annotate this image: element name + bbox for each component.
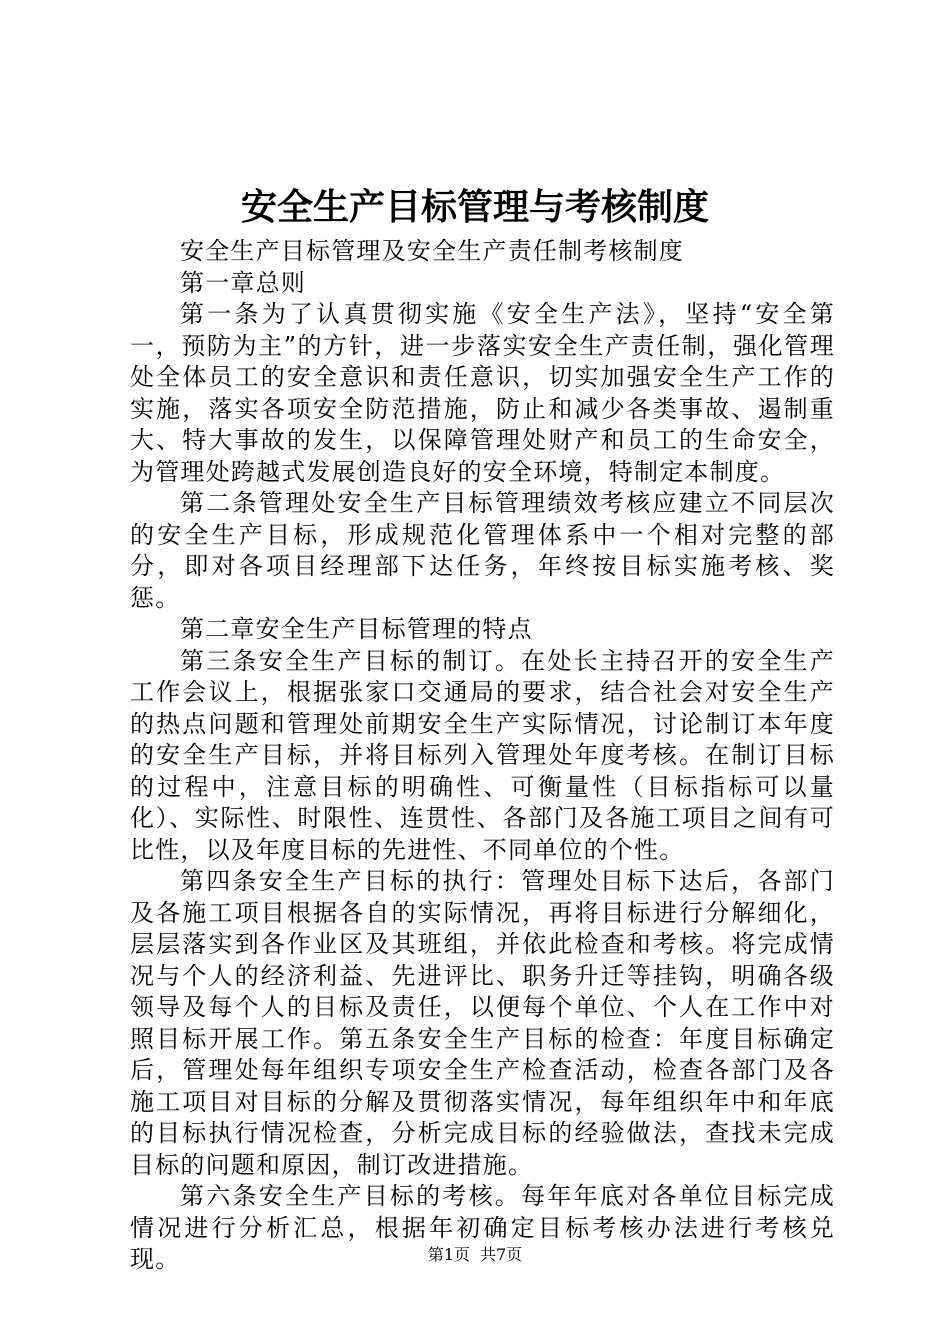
paragraph-subtitle: 安全生产目标管理及安全生产责任制考核制度 bbox=[180, 237, 684, 265]
paragraph-article-4-5: 第四条安全生产目标的执行：管理处目标下达后，各部门及各施工项目根据各自的实际情况，再将目标进行分解细化，层层落实到各作业区及其班组，并依此检查和考核。将完成情况与个人的经济利益、先进评比、职务升迁等挂钩，明确各级领导及每个人的目标及责任，以便每个单位、个人在工作中对照目标开展工作。第五条安全生产目标的检查：年度目标确定后，管理处每年组织专项安全生产检查活动，检查各部门及各施工项目对目标的分解及贯彻落实情况，每年组织年中和年底的目标执行情况检查，分析完成目标的经验做法，查找未完成目标的问题和原因，制订改进措施。 bbox=[130, 867, 835, 1179]
paragraph-article-6: 第六条安全生产目标的考核。每年年底对各单位目标完成情况进行分析汇总，根据年初确定目标考核办法进行考核兑现。 bbox=[130, 1182, 835, 1273]
document-title: 安全生产目标管理与考核制度 bbox=[240, 186, 709, 228]
paragraph-chapter-2: 第二章安全生产目标管理的特点 bbox=[180, 615, 533, 643]
paragraph-article-3: 第三条安全生产目标的制订。在处长主持召开的安全生产工作会议上，根据张家口交通局的要求，结合社会对安全生产的热点问题和管理处前期安全生产实际情况，讨论制订本年度的安全生产目标，并将目标列入管理处年度考核。在制订目标的过程中，注意目标的明确性、可衡量性（目标指标可以量化）、实际性、时限性、连贯性、各部门及各施工项目之间有可比性，以及年度目标的先进性、不同单位的个性。 bbox=[130, 646, 835, 864]
paragraph-article-1: 第一条为了认真贯彻实施《安全生产法》，坚持“安全第一，预防为主”的方针，进一步落实安全生产责任制，强化管理处全体员工的安全意识和责任意识，切实加强安全生产工作的实施，落实各项安全防范措施，防止和减少各类事故、遏制重大、特大事故的发生，以保障管理处财产和员工的生命安全，为管理处跨越式发展创造良好的安全环境，特制定本制度。 bbox=[130, 300, 835, 486]
page-footer bbox=[0, 1245, 950, 1265]
page-number: 第1页 bbox=[427, 1245, 470, 1264]
paragraph-chapter-1: 第一章总则 bbox=[180, 268, 306, 297]
paragraph-article-2: 第二条管理处安全生产目标管理绩效考核应建立不同层次的安全生产目标，形成规范化管理体系中一个相对完整的部分，即对各项目经理部下达任务，年终按目标实施考核、奖惩。 bbox=[130, 489, 835, 612]
page-total: 共7页 bbox=[480, 1245, 523, 1264]
document-body bbox=[130, 236, 835, 1276]
